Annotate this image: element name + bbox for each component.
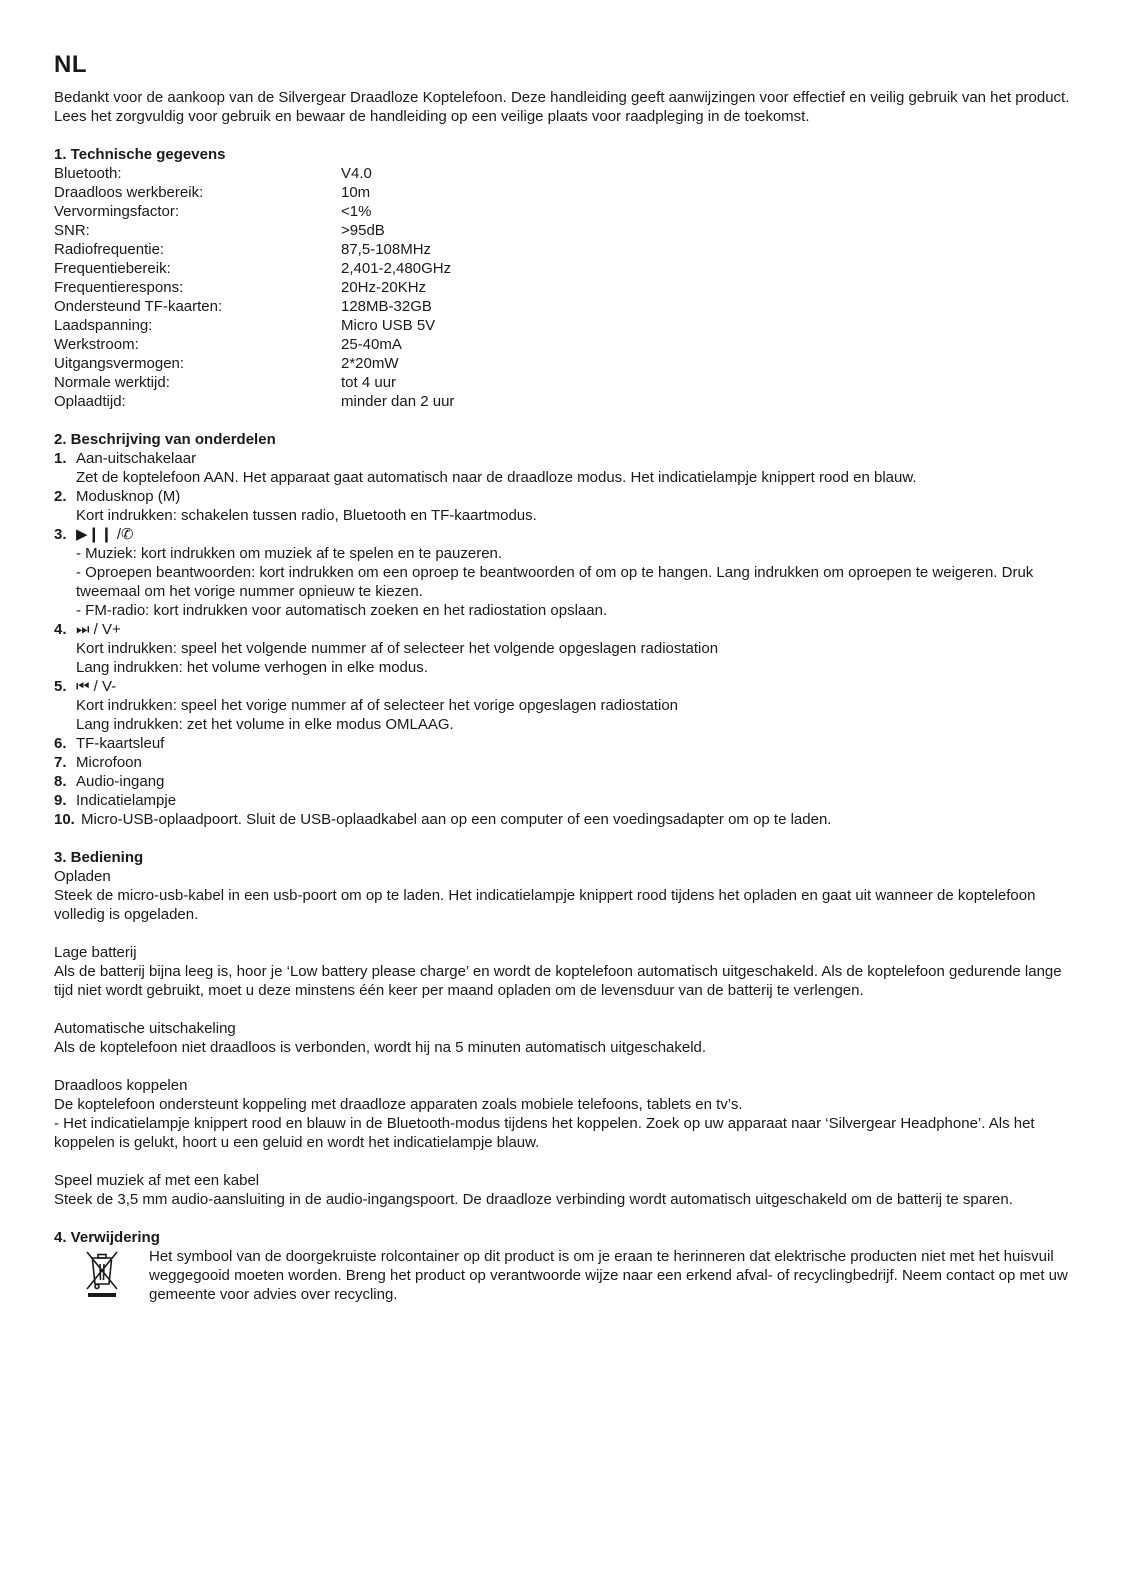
part-number: 4. — [54, 621, 67, 638]
part-description: - Oproepen beantwoorden: kort indrukken om een oproep te beantwoorden of om op te hangen. Lang indrukken om oproepen te weigeren. Druk tweemaal om het vorige nummer opnieuw te kiezen. — [76, 564, 1034, 600]
weee-crossed-bin-icon — [54, 1247, 149, 1299]
disposal-row — [54, 1247, 1070, 1304]
part-number: 10. — [54, 811, 75, 828]
operation-text: Als de batterij bijna leeg is, hoor je ‘Low battery please charge’ en wordt de koptelefoon automatisch uitgeschakeld. Als de koptelefoon gedurende lange tijd niet wordt gebruikt, moet u deze minstens één keer per maand opladen om de levensduur van de batterij te verlengen. — [54, 963, 1062, 999]
part-description: Kort indrukken: schakelen tussen radio, Bluetooth en TF-kaartmodus. — [76, 507, 537, 524]
part-item — [54, 487, 1070, 525]
part-item — [54, 525, 1070, 620]
part-title: Indicatielampje — [76, 792, 177, 809]
specs-table — [54, 164, 454, 411]
spec-label: Frequentierespons: — [54, 279, 184, 296]
spec-row — [54, 354, 454, 373]
spec-label: SNR: — [54, 222, 90, 239]
spec-row — [54, 164, 454, 183]
spec-value: 2,401-2,480GHz — [341, 260, 452, 277]
part-title: ⏮ / V- — [76, 678, 117, 695]
spec-label: Bluetooth: — [54, 165, 122, 182]
part-item — [54, 772, 1070, 791]
spec-value: tot 4 uur — [341, 374, 397, 391]
spec-label: Ondersteund TF-kaarten: — [54, 298, 223, 315]
operation-block — [54, 867, 1070, 924]
part-title: ▶❙❙ /✆ — [76, 526, 134, 543]
part-title: Micro-USB-oplaadpoort. Sluit de USB-oplaadkabel aan op een computer of een voedingsadapter om op te laden. — [81, 811, 832, 828]
operation-text: De koptelefoon ondersteunt koppeling met draadloze apparaten zoals mobiele telefoons, tablets en tv’s. — [54, 1096, 743, 1113]
spec-value: 20Hz-20KHz — [341, 279, 427, 296]
spec-value: >95dB — [341, 222, 385, 239]
part-title: TF-kaartsleuf — [76, 735, 165, 752]
part-title: Aan-uitschakelaar — [76, 450, 197, 467]
parts-section — [54, 430, 1070, 829]
spec-label: Uitgangsvermogen: — [54, 355, 185, 372]
part-number: 9. — [54, 792, 67, 809]
spec-row — [54, 202, 454, 221]
part-title: Audio-ingang — [76, 773, 165, 790]
part-title: Microfoon — [76, 754, 142, 771]
parts-list — [54, 449, 1070, 829]
part-description: Kort indrukken: speel het volgende nummer af of selecteer het volgende opgeslagen radiostation — [76, 640, 719, 657]
spec-row — [54, 221, 454, 240]
spec-value: 128MB-32GB — [341, 298, 432, 315]
spec-value: 10m — [341, 184, 371, 201]
spec-row — [54, 316, 454, 335]
spec-row — [54, 183, 454, 202]
part-description: - FM-radio: kort indrukken voor automatisch zoeken en het radiostation opslaan. — [76, 602, 608, 619]
part-item — [54, 753, 1070, 772]
operation-section — [54, 848, 1070, 1209]
operation-block — [54, 1019, 1070, 1057]
spec-row — [54, 335, 454, 354]
part-item — [54, 449, 1070, 487]
operation-block — [54, 943, 1070, 1000]
operation-block — [54, 1171, 1070, 1209]
part-description: Zet de koptelefoon AAN. Het apparaat gaat automatisch naar de draadloze modus. Het indicatielampje knippert rood en blauw. — [76, 469, 917, 486]
spec-label: Draadloos werkbereik: — [54, 184, 204, 201]
spec-value: 87,5-108MHz — [341, 241, 432, 258]
part-description: Kort indrukken: speel het vorige nummer af of selecteer het vorige opgeslagen radiostation — [76, 697, 679, 714]
operation-title: Opladen — [54, 868, 111, 885]
operation-title: Lage batterij — [54, 944, 137, 961]
spec-value: V4.0 — [341, 165, 372, 182]
spec-value: Micro USB 5V — [341, 317, 436, 334]
operation-heading: 3. Bediening — [54, 849, 144, 866]
part-number: 8. — [54, 773, 67, 790]
part-number: 5. — [54, 678, 67, 695]
part-item — [54, 620, 1070, 677]
spec-row — [54, 278, 454, 297]
disposal-section — [54, 1228, 1070, 1304]
spec-value: 2*20mW — [341, 355, 399, 372]
part-number: 7. — [54, 754, 67, 771]
spec-row — [54, 259, 454, 278]
spec-row — [54, 297, 454, 316]
specs-section — [54, 145, 1070, 411]
spec-value: <1% — [341, 203, 372, 220]
part-description: Lang indrukken: zet het volume in elke modus OMLAAG. — [76, 716, 454, 733]
spec-label: Oplaadtijd: — [54, 393, 126, 410]
operation-text: Steek de micro-usb-kabel in een usb-poort om op te laden. Het indicatielampje knippert rood tijdens het opladen en gaat uit wanneer de koptelefoon volledig is opgeladen. — [54, 887, 1036, 923]
spec-row — [54, 373, 454, 392]
specs-heading: 1. Technische gegevens — [54, 146, 226, 163]
operation-text: Als de koptelefoon niet draadloos is verbonden, wordt hij na 5 minuten automatisch uitgeschakeld. — [54, 1039, 707, 1056]
operation-title: Speel muziek af met een kabel — [54, 1172, 260, 1189]
part-number: 6. — [54, 735, 67, 752]
spec-label: Frequentiebereik: — [54, 260, 171, 277]
part-number: 2. — [54, 488, 67, 505]
operation-blocks — [54, 867, 1070, 1209]
part-description: - Muziek: kort indrukken om muziek af te spelen en te pauzeren. — [76, 545, 503, 562]
spec-label: Normale werktijd: — [54, 374, 170, 391]
part-number: 3. — [54, 526, 67, 543]
spec-label: Radiofrequentie: — [54, 241, 165, 258]
part-number: 1. — [54, 450, 67, 467]
spec-value: minder dan 2 uur — [341, 393, 455, 410]
spec-row — [54, 240, 454, 259]
part-title: Modusknop (M) — [76, 488, 181, 505]
part-item — [54, 677, 1070, 734]
part-description: Lang indrukken: het volume verhogen in elke modus. — [76, 659, 428, 676]
spec-row — [54, 392, 454, 411]
spec-value: 25-40mA — [341, 336, 402, 353]
parts-heading: 2. Beschrijving van onderdelen — [54, 431, 276, 448]
part-item — [54, 810, 1070, 829]
disposal-text: Het symbool van de doorgekruiste rolcontainer op dit product is om je eraan te herinneren dat elektrische producten niet met het huisvuil weggegooid moeten worden. Breng het product op verantwoorde wijze naar een erkend afval- of recyclingbedrijf. Neem contact op met uw gemeente voor advies over recycling. — [149, 1248, 1068, 1303]
spec-label: Vervormingsfactor: — [54, 203, 180, 220]
operation-title: Automatische uitschakeling — [54, 1020, 236, 1037]
spec-label: Werkstroom: — [54, 336, 139, 353]
operation-text: - Het indicatielampje knippert rood en blauw in de Bluetooth-modus tijdens het koppelen. Zoek op uw apparaat naar ‘Silvergear Headphone’. Als het koppelen is gelukt, hoort u een geluid en wordt het indicatielampje blauw. — [54, 1115, 1035, 1151]
language-heading: NL — [54, 51, 87, 78]
operation-text: Steek de 3,5 mm audio-aansluiting in de audio-ingangspoort. De draadloze verbinding wordt automatisch uitgeschakeld om de batterij te sparen. — [54, 1191, 1013, 1208]
operation-title: Draadloos koppelen — [54, 1077, 188, 1094]
part-item — [54, 734, 1070, 753]
spec-label: Laadspanning: — [54, 317, 153, 334]
part-title: ⏭ / V+ — [76, 621, 121, 638]
part-item — [54, 791, 1070, 810]
operation-block — [54, 1076, 1070, 1152]
disposal-heading: 4. Verwijdering — [54, 1229, 160, 1246]
intro-paragraph: Bedankt voor de aankoop van de Silvergear Draadloze Koptelefoon. Deze handleiding geeft aanwijzingen voor effectief en veilig gebruik van het product. Lees het zorgvuldig voor gebruik en bewaar de handleiding op een veilige plaats voor raadpleging in de toekomst. — [54, 89, 1070, 125]
